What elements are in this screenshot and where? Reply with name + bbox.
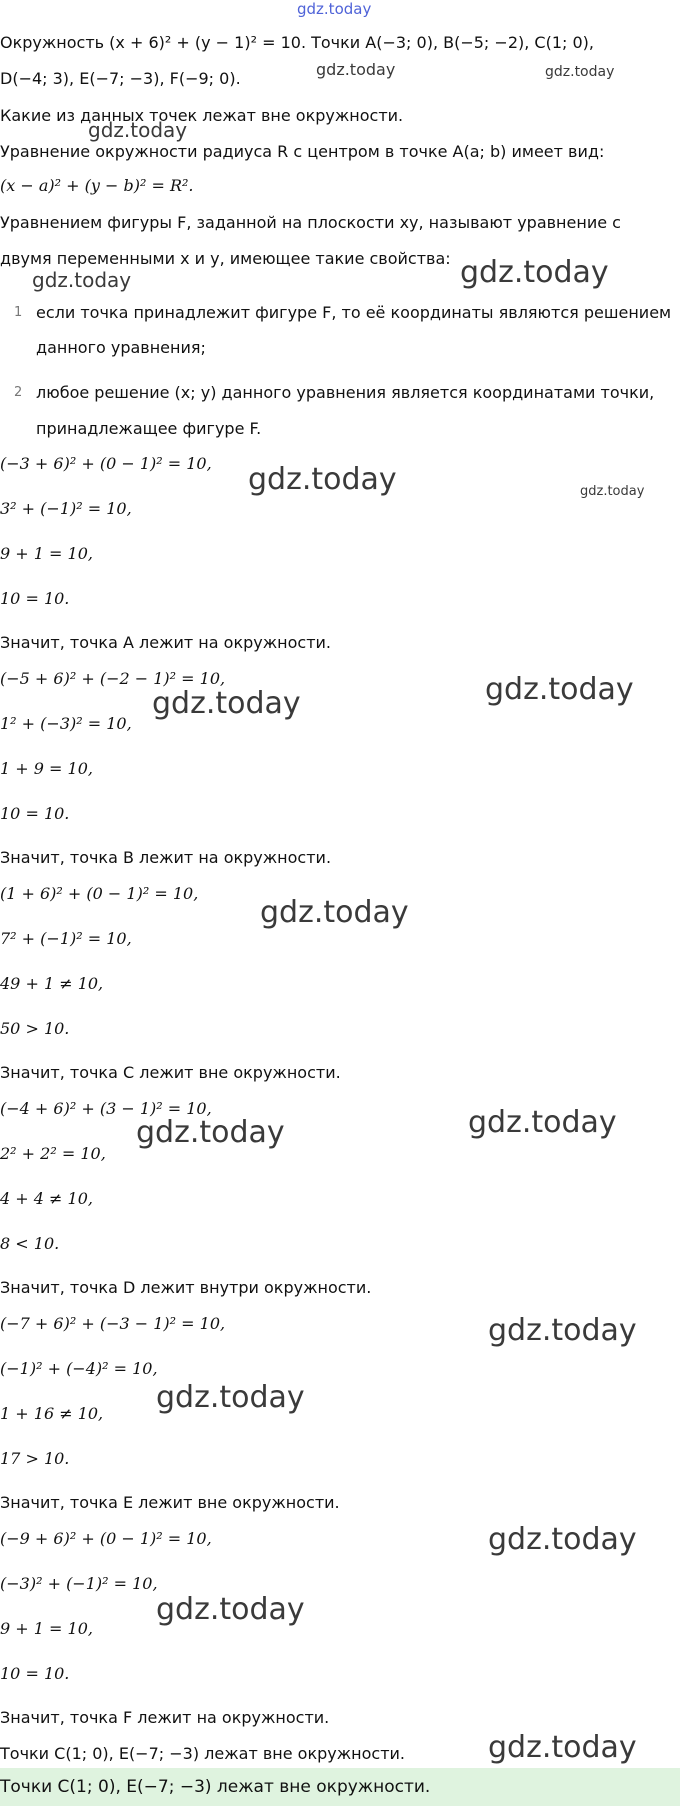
calc-line: (−3)² + (−1)² = 10,	[0, 1574, 158, 1593]
calc-line: 17 > 10.	[0, 1449, 70, 1468]
problem-question: Какие из данных точек лежат вне окружности.	[0, 106, 404, 125]
list-item-2-a: любое решение (x; y) данного уравнения является координатами точки,	[36, 383, 655, 402]
answer-bar	[0, 1768, 680, 1806]
calc-line: (−3 + 6)² + (0 − 1)² = 10,	[0, 454, 212, 473]
watermark: gdz.today	[136, 1115, 285, 1150]
calc-line: 9 + 1 = 10,	[0, 544, 93, 563]
watermark: gdz.today	[316, 60, 396, 79]
calc-line: (−1)² + (−4)² = 10,	[0, 1359, 158, 1378]
calc-line: 7² + (−1)² = 10,	[0, 929, 132, 948]
list-number: 2	[14, 385, 23, 400]
calc-conclusion: Значит, точка D лежит внутри окружности.	[0, 1278, 372, 1297]
calc-conclusion: Значит, точка A лежит на окружности.	[0, 633, 331, 652]
calc-line: (−5 + 6)² + (−2 − 1)² = 10,	[0, 669, 226, 688]
watermark: gdz.today	[580, 484, 645, 499]
calc-line: (−7 + 6)² + (−3 − 1)² = 10,	[0, 1314, 226, 1333]
calc-line: 10 = 10.	[0, 1664, 70, 1683]
problem-line-2: D(−4; 3), E(−7; −3), F(−9; 0).	[0, 69, 241, 88]
list-number: 1	[14, 305, 23, 320]
watermark: gdz.today	[156, 1592, 305, 1627]
calc-line: 4 + 4 ≠ 10,	[0, 1189, 93, 1208]
watermark: gdz.today	[260, 895, 409, 930]
watermark: gdz.today	[468, 1105, 617, 1140]
theory-line-1: Уравнение окружности радиуса R с центром в точке A(a; b) имеет вид:	[0, 142, 605, 161]
calc-conclusion: Значит, точка C лежит вне окружности.	[0, 1063, 341, 1082]
calc-conclusion: Значит, точка B лежит на окружности.	[0, 848, 332, 867]
watermark: gdz.today	[545, 64, 615, 80]
watermark: gdz.today	[485, 672, 634, 707]
calc-line: 50 > 10.	[0, 1019, 70, 1038]
calc-line: (−9 + 6)² + (0 − 1)² = 10,	[0, 1529, 212, 1548]
calc-line: 8 < 10.	[0, 1234, 60, 1253]
calc-line: 1 + 16 ≠ 10,	[0, 1404, 104, 1423]
calc-conclusion: Значит, точка F лежит на окружности.	[0, 1708, 330, 1727]
calc-line: 10 = 10.	[0, 804, 70, 823]
calc-line: 9 + 1 = 10,	[0, 1619, 93, 1638]
theory-line-4: двумя переменными x и y, имеющее такие свойства:	[0, 249, 451, 268]
watermark: gdz.today	[248, 462, 397, 497]
calc-line: 10 = 10.	[0, 589, 70, 608]
calc-line: (−4 + 6)² + (3 − 1)² = 10,	[0, 1099, 212, 1118]
theory-line-3: Уравнением фигуры F, заданной на плоскости xy, называют уравнение с	[0, 213, 621, 232]
list-item-1-b: данного уравнения;	[36, 338, 206, 357]
watermark: gdz.today	[88, 118, 188, 142]
watermark: gdz.today	[32, 268, 132, 292]
watermark: gdz.today	[156, 1380, 305, 1415]
watermark: gdz.today	[488, 1730, 637, 1765]
watermark: gdz.today	[152, 686, 301, 721]
watermark: gdz.today	[460, 255, 609, 290]
calc-line: 3² + (−1)² = 10,	[0, 499, 132, 518]
calc-line: 2² + 2² = 10,	[0, 1144, 106, 1163]
list-item-1-a: если точка принадлежит фигуре F, то её координаты являются решением	[36, 303, 672, 322]
list-item-2-b: принадлежащее фигуре F.	[36, 419, 262, 438]
calc-conclusion: Значит, точка E лежит вне окружности.	[0, 1493, 340, 1512]
calc-line: 1 + 9 = 10,	[0, 759, 93, 778]
final-conclusion: Точки C(1; 0), E(−7; −3) лежат вне окружности.	[0, 1744, 406, 1763]
calc-line: (1 + 6)² + (0 − 1)² = 10,	[0, 884, 199, 903]
answer-text: Точки C(1; 0), E(−7; −3) лежат вне окружности.	[0, 1777, 431, 1797]
problem-line-1: Окружность (x + 6)² + (y − 1)² = 10. Точки A(−3; 0), B(−5; −2), C(1; 0),	[0, 33, 594, 52]
watermark: gdz.today	[488, 1522, 637, 1557]
calc-line: 49 + 1 ≠ 10,	[0, 974, 104, 993]
watermark-top: gdz.today	[297, 0, 372, 18]
theory-formula: (x − a)² + (y − b)² = R².	[0, 176, 194, 195]
watermark: gdz.today	[488, 1313, 637, 1348]
calc-line: 1² + (−3)² = 10,	[0, 714, 132, 733]
